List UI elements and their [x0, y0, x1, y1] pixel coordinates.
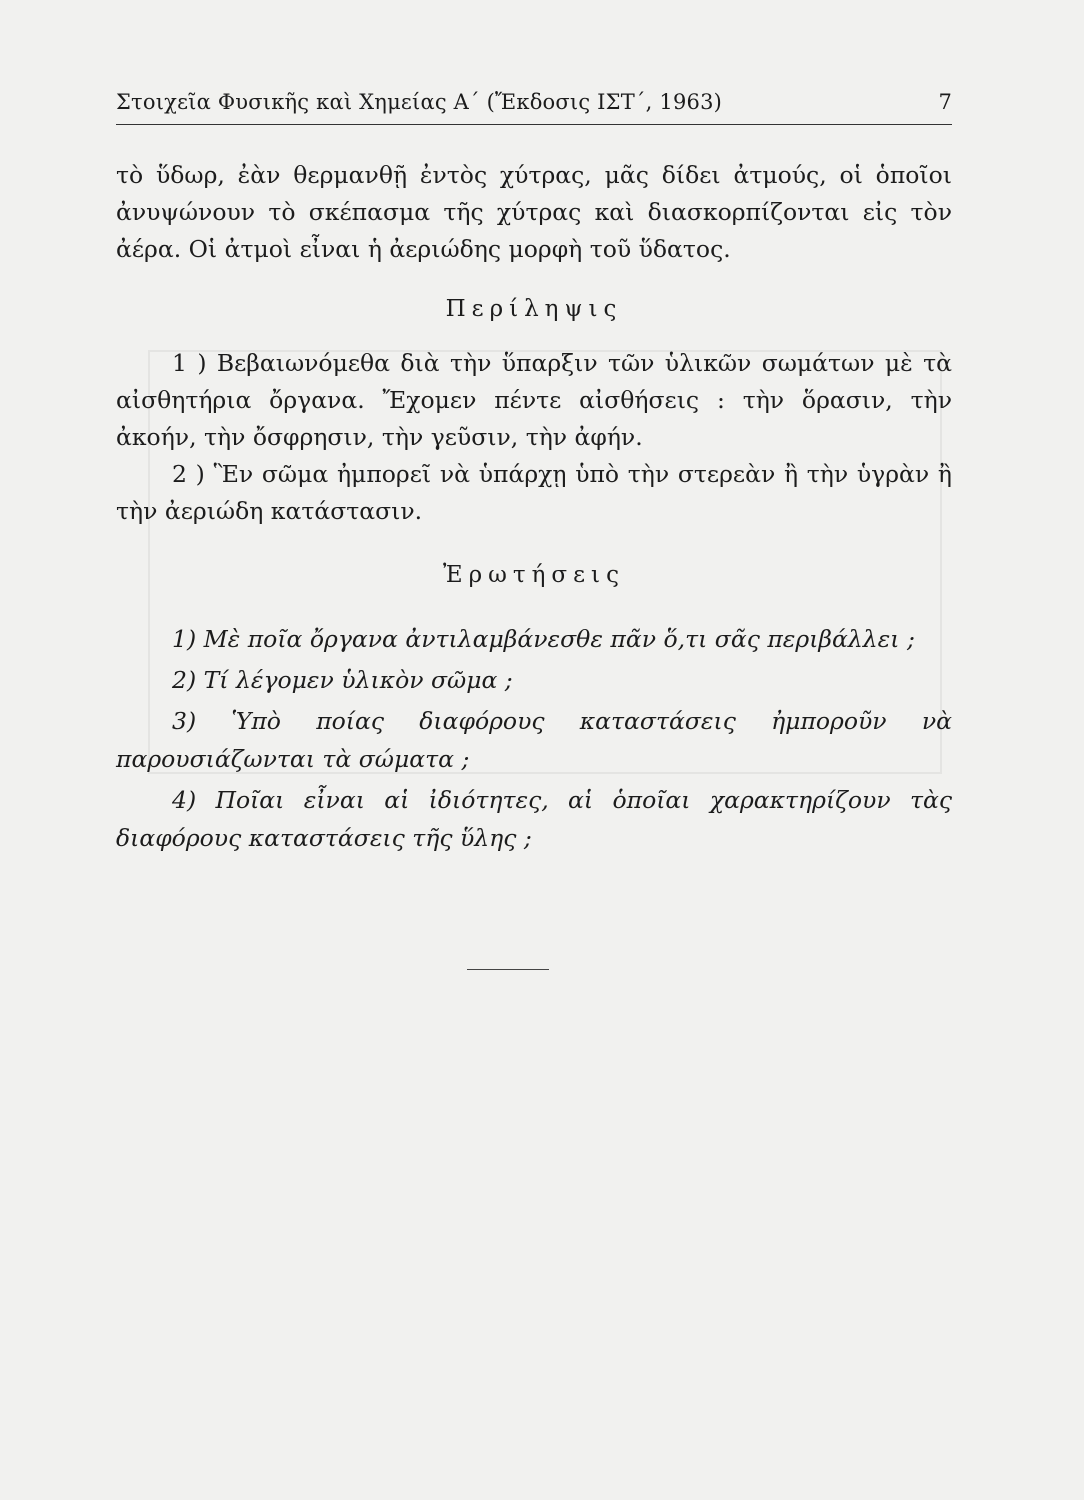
page-number: 7: [938, 90, 952, 114]
intro-paragraph: τὸ ὕδωρ, ἐὰν θερμανθῇ ἐντὸς χύτρας, μᾶς δίδει ἀτμούς, οἱ ὁποῖοι ἀνυψώνουν τὸ σκέπασμα τῆς χύτρας καὶ διασκορπίζονται εἰς τὸν ἀέρα. Οἱ ἀτμοὶ εἶναι ἡ ἀεριώδης μορφὴ τοῦ ὕδατος.: [116, 161, 952, 263]
question-item: 4) Ποῖαι εἶναι αἱ ἰδιότητες, αἱ ὁποῖαι χαρακτηρίζουν τὰς διαφόρους καταστάσεις τῆς ὕλης ;: [116, 786, 952, 852]
question-item: 3) Ὑπὸ ποίας διαφόρους καταστάσεις ἠμποροῦν νὰ παρουσιάζωνται τὰ σώματα ;: [116, 707, 952, 773]
question-item: 1) Μὲ ποῖα ὄργανα ἀντιλαμβάνεσθε πᾶν ὅ,τι σᾶς περιβάλλει ;: [172, 625, 915, 653]
questions-heading: Ἐρωτήσεις: [443, 562, 625, 588]
summary-heading: Περίληψις: [445, 296, 623, 322]
summary-item: 2 ) Ἓν σῶμα ἠμπορεῖ νὰ ὑπάρχῃ ὑπὸ τὴν στερεὰν ἢ τὴν ὑγρὰν ἢ τὴν ἀεριώδη κατάστασιν.: [116, 460, 952, 525]
summary-item: 1 ) Βεβαιωνόμεθα διὰ τὴν ὕπαρξιν τῶν ὑλικῶν σωμάτων μὲ τὰ αἰσθητήρια ὄργανα. Ἔχομεν πέντε αἰσθήσεις : τὴν ὅρασιν, τὴν ἀκοήν, τὴν ὄσφρησιν, τὴν γεῦσιν, τὴν ἀφήν.: [116, 349, 952, 451]
question-item: 2) Τί λέγομεν ὑλικὸν σῶμα ;: [172, 666, 513, 694]
running-header: [116, 86, 952, 122]
header-rule: [116, 124, 952, 125]
questions-list: [116, 620, 952, 860]
section-end-rule: [467, 969, 549, 970]
header-title: Στοιχεῖα Φυσικῆς καὶ Χημείας Α΄ (Ἔκδοσις ΙΣΤ΄, 1963): [116, 90, 723, 114]
summary-list: [116, 345, 952, 530]
